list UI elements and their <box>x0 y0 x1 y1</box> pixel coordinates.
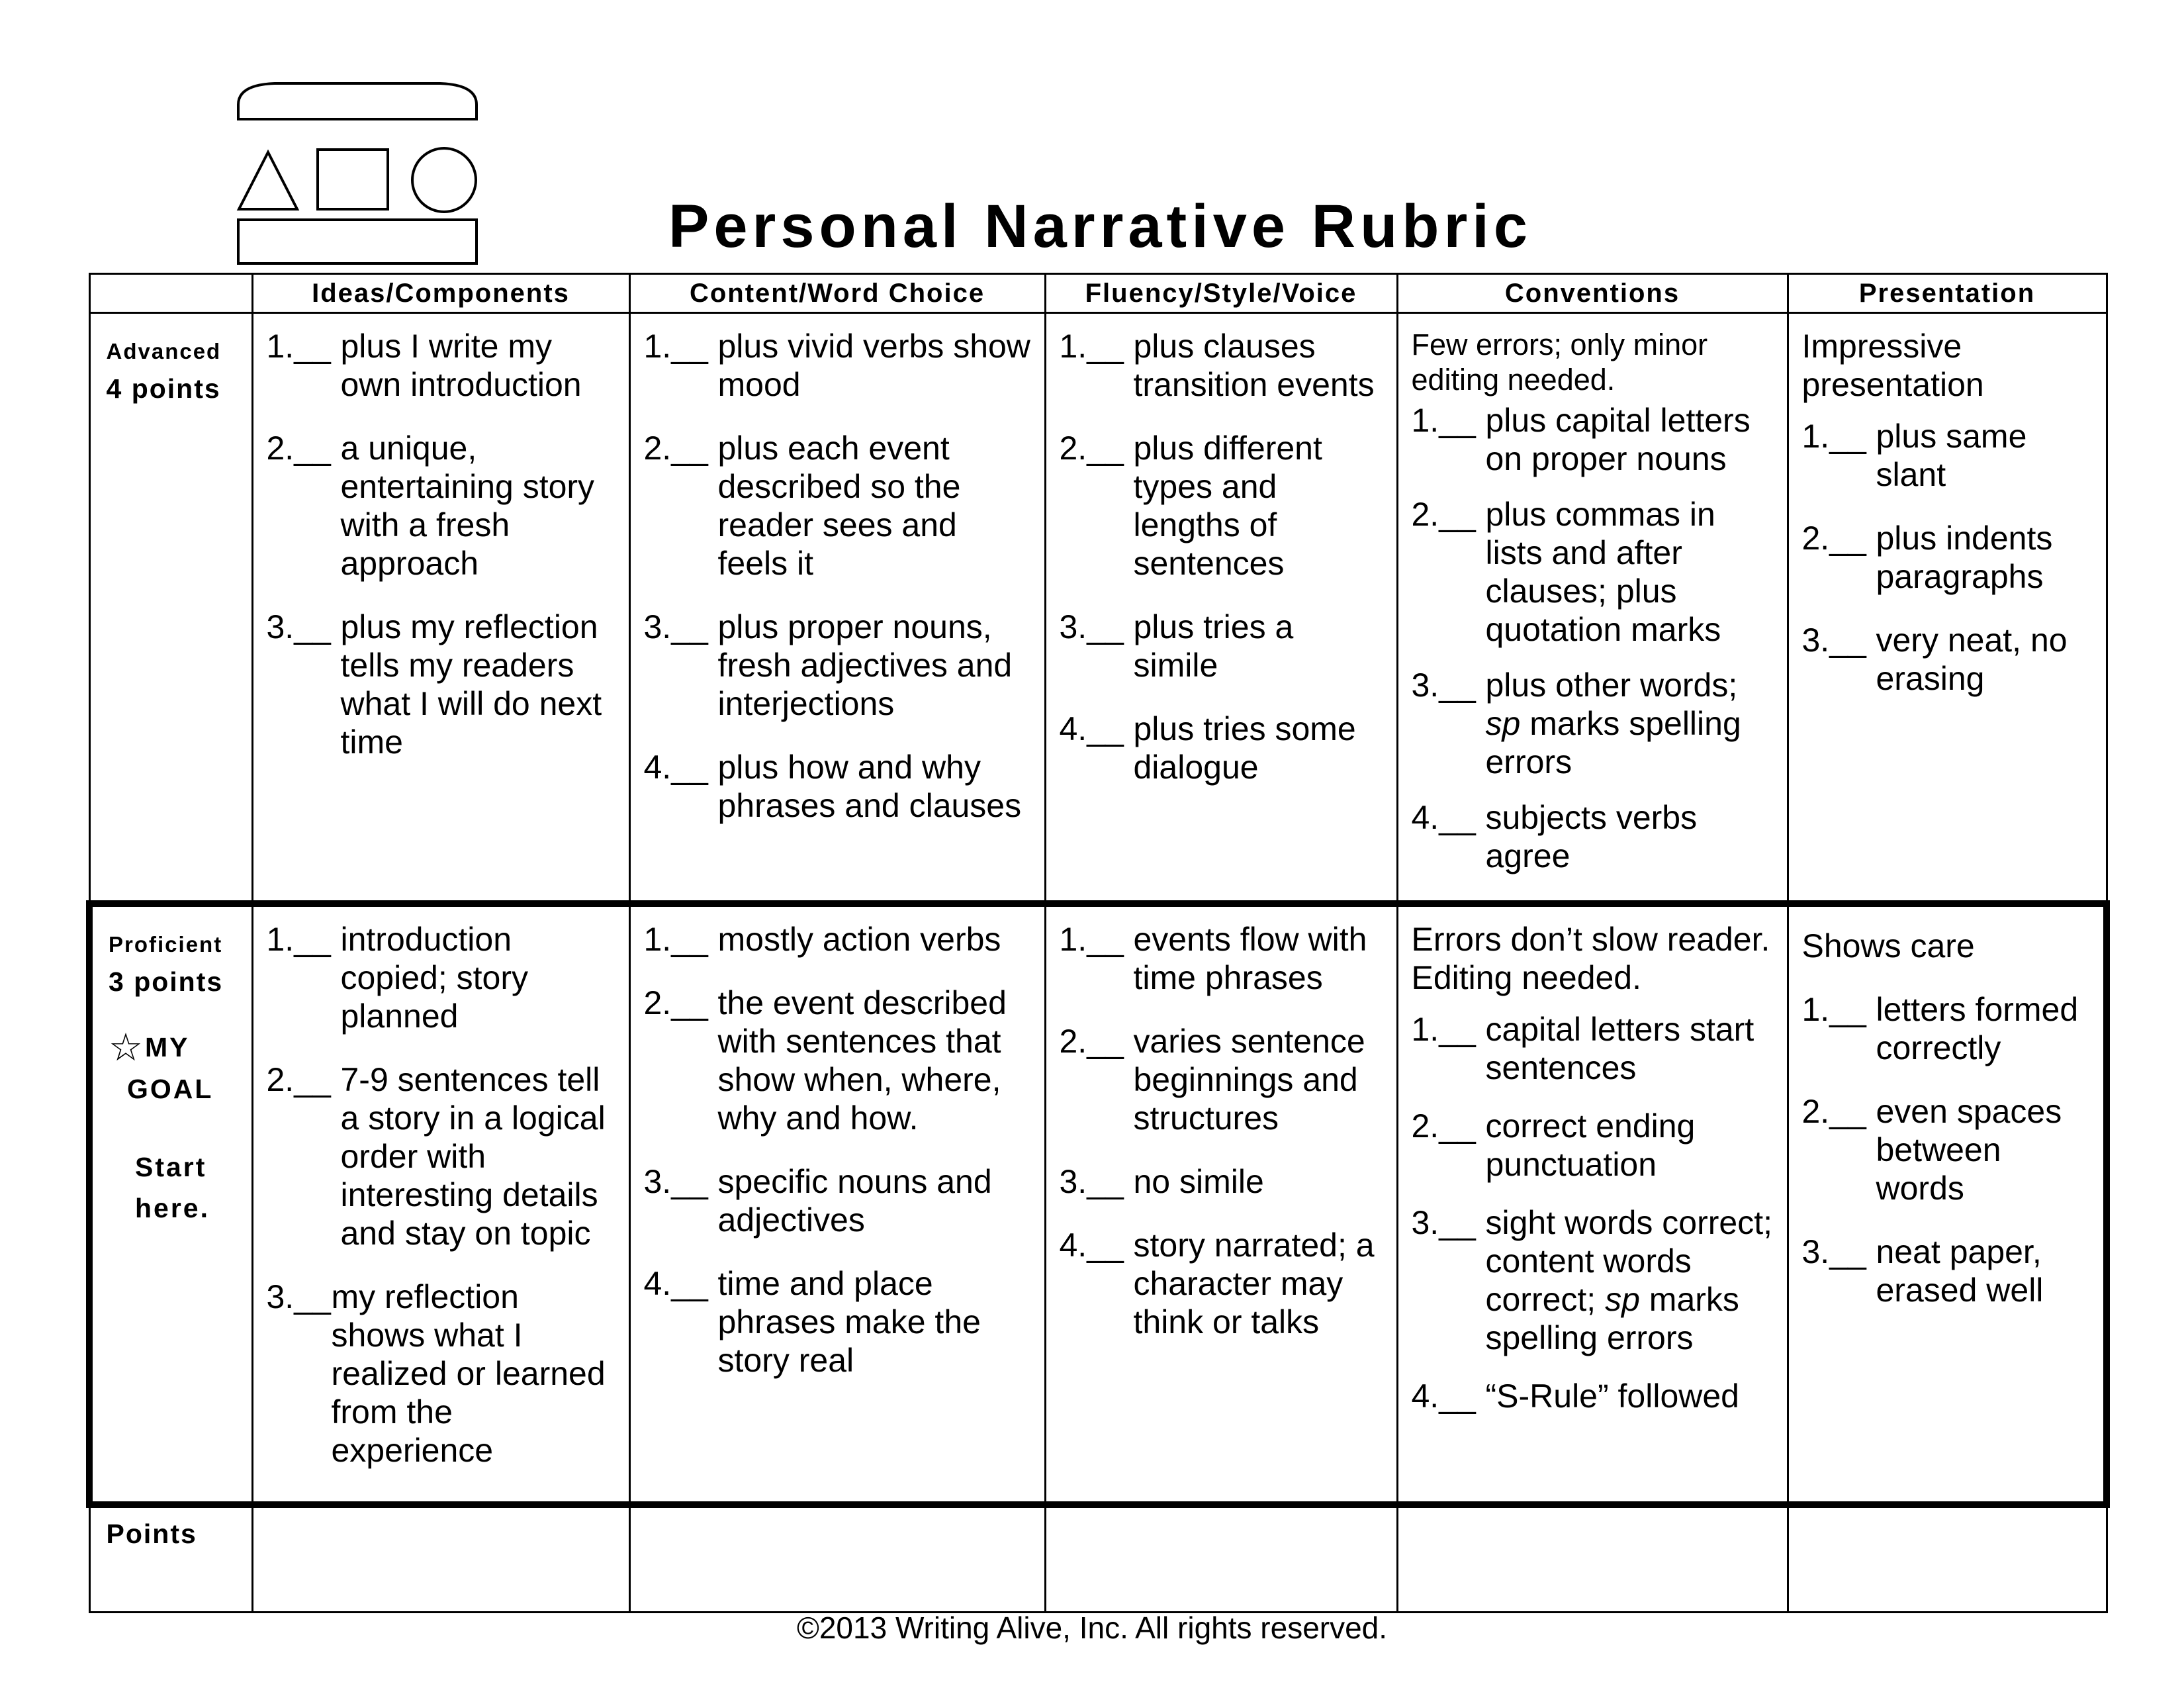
proficient-ideas-cell <box>252 904 629 1505</box>
criterion-item: 2.__ plus commas in lists and after clauses; plus quotation marks <box>1411 496 1721 648</box>
proficient-label-cell <box>89 904 252 1505</box>
star-icon: ☆ <box>109 1026 145 1069</box>
advanced-presentation-cell <box>1788 313 2107 904</box>
criterion-item: 3.__ very neat, no erasing <box>1801 622 2068 697</box>
points-cell-conventions[interactable] <box>1397 1505 1788 1613</box>
criterion-item: 3.__ sight words correct; content words correct; sp marks spelling errors <box>1411 1204 1772 1356</box>
logo-rounded-top-shape <box>238 83 477 119</box>
proficient-presentation-cell <box>1788 904 2107 1505</box>
criterion-item: 3.__ my reflection shows what I realized or learned from the experience <box>266 1278 606 1469</box>
corner-cell <box>89 274 252 313</box>
conventions-intro: Few errors; only minor editing needed. <box>1411 328 1708 397</box>
start-here-label: Start here. <box>135 1152 210 1223</box>
points-label: Points <box>89 1505 252 1613</box>
criterion-item: 4.__ “S-Rule” followed <box>1411 1378 1739 1415</box>
advanced-fluency-cell <box>1045 313 1397 904</box>
criterion-item: 2.__ a unique, entertaining story with a fresh approach <box>266 430 595 582</box>
points-cell-ideas[interactable] <box>252 1505 629 1613</box>
criterion-item: 1.__ plus capital letters on proper nouns <box>1411 402 1751 477</box>
presentation-intro: Impressive presentation <box>1801 328 1984 403</box>
criterion-item: 4.__ plus tries some dialogue <box>1059 710 1356 786</box>
criterion-item: 2.__ even spaces between words <box>1801 1093 2062 1207</box>
criterion-item: 1.__ plus vivid verbs show mood <box>643 328 1030 403</box>
criterion-item: 3.__ no simile <box>1059 1163 1264 1200</box>
criterion-item: 2.__ varies sentence beginnings and structures <box>1059 1023 1365 1137</box>
proficient-label: Proficient <box>109 932 223 957</box>
advanced-label-cell <box>89 313 252 904</box>
criterion-item: 3.__ plus proper nouns, fresh adjectives and interjections <box>643 608 1013 722</box>
logo-bottom-rect-shape <box>238 220 477 263</box>
criterion-item: 1.__ mostly action verbs <box>643 921 1001 958</box>
logo-circle-shape <box>412 148 476 212</box>
criterion-item: 3.__ specific nouns and adjectives <box>643 1163 992 1239</box>
advanced-points: 4 points <box>106 373 221 404</box>
criterion-item: 2.__ plus indents paragraphs <box>1801 520 2053 595</box>
header-row <box>89 274 2107 313</box>
column-header-presentation: Presentation <box>1788 274 2107 313</box>
conventions-intro: Errors don’t slow reader. Editing needed. <box>1411 921 1770 996</box>
criterion-item: 1.__ plus clauses transition events <box>1059 328 1375 403</box>
proficient-points: 3 points <box>109 966 224 997</box>
advanced-ideas-cell <box>252 313 629 904</box>
column-header-ideas: Ideas/Components <box>252 274 629 313</box>
criterion-item: 1.__ plus same slant <box>1801 418 2027 493</box>
points-cell-presentation[interactable] <box>1788 1505 2107 1613</box>
proficient-row <box>89 904 2107 1505</box>
criterion-item: 4.__ time and place phrases make the story real <box>643 1265 981 1379</box>
criterion-item: 2.__ plus different types and lengths of sentences <box>1059 430 1322 582</box>
criterion-item: 1.__ letters formed correctly <box>1801 991 2079 1066</box>
column-header-content: Content/Word Choice <box>629 274 1045 313</box>
points-row <box>89 1505 2107 1613</box>
logo-triangle-shape <box>239 152 297 209</box>
advanced-label: Advanced <box>106 339 222 363</box>
criterion-item: 3.__ plus other words; sp marks spelling errors <box>1411 667 1741 780</box>
criterion-item: 1.__ plus I write my own introduction <box>266 328 582 403</box>
proficient-fluency-cell <box>1045 904 1397 1505</box>
criterion-item: 2.__ correct ending punctuation <box>1411 1107 1696 1183</box>
criterion-item: 1.__ capital letters start sentences <box>1411 1011 1754 1086</box>
criterion-item: 4.__ story narrated; a character may think or talks <box>1059 1227 1375 1340</box>
column-header-conventions: Conventions <box>1397 274 1788 313</box>
criterion-item: 2.__ plus each event described so the reader sees and feels it <box>643 430 961 582</box>
writing-alive-logo <box>235 79 480 271</box>
criterion-item: 1.__ introduction copied; story planned <box>266 921 528 1035</box>
points-cell-content[interactable] <box>629 1505 1045 1613</box>
criterion-item: 3.__ plus tries a simile <box>1059 608 1294 684</box>
points-cell-fluency[interactable] <box>1045 1505 1397 1613</box>
criterion-item: 1.__ events flow with time phrases <box>1059 921 1367 996</box>
column-header-fluency: Fluency/Style/Voice <box>1045 274 1397 313</box>
criterion-item: 3.__ neat paper, erased well <box>1801 1233 2044 1309</box>
advanced-conventions-cell <box>1397 313 1788 904</box>
my-goal-label: ☆MY GOAL <box>109 1026 214 1104</box>
proficient-conventions-cell <box>1397 904 1788 1505</box>
advanced-content-cell <box>629 313 1045 904</box>
criterion-item: 4.__ plus how and why phrases and clauses <box>643 749 1022 824</box>
advanced-row <box>89 313 2107 904</box>
presentation-intro: Shows care <box>1801 927 1975 964</box>
logo-square-shape <box>318 150 388 209</box>
copyright-notice: ©2013 Writing Alive, Inc. All rights reserved. <box>796 1611 1388 1645</box>
page-title: Personal Narrative Rubric <box>668 193 1533 260</box>
proficient-content-cell <box>629 904 1045 1505</box>
rubric-table <box>86 273 2110 1613</box>
criterion-item: 2.__ 7-9 sentences tell a story in a logical order with interesting details and stay on topic <box>266 1061 606 1252</box>
criterion-item: 3.__ plus my reflection tells my readers what I will do next time <box>266 608 602 761</box>
criterion-item: 2.__ the event described with sentences that show when, where, why and how. <box>643 984 1007 1137</box>
criterion-item: 4.__ subjects verbs agree <box>1411 799 1698 874</box>
